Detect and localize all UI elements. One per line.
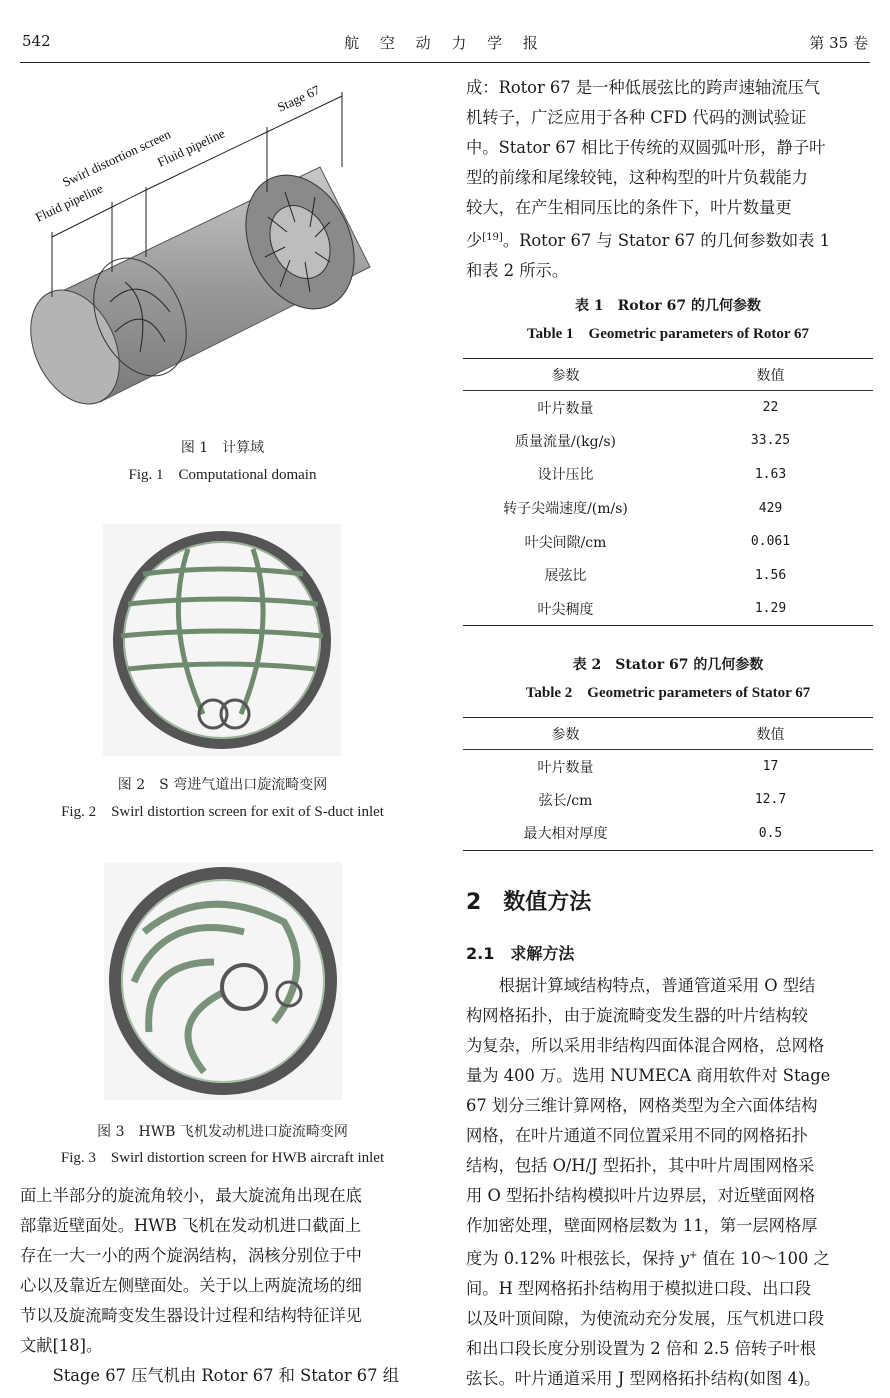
fig1-label-swirl: Swirl distortion screen bbox=[59, 126, 173, 190]
page-number: 542 bbox=[22, 32, 51, 50]
table2-caption-en: Table 2 Geometric parameters of Stator 67 bbox=[525, 685, 811, 701]
section-title: 2 数值方法 bbox=[466, 890, 592, 915]
table-row: 叶尖间隙/cm 0.061 bbox=[524, 534, 791, 551]
table-row: 叶片数量 22 bbox=[537, 400, 779, 417]
fig2-caption-en: Fig. 2 Swirl distortion screen for exit of S-duct inlet bbox=[61, 804, 384, 820]
table1 bbox=[463, 358, 873, 626]
table1-header-value: 数值 bbox=[668, 359, 873, 391]
fig3-caption-en: Fig. 3 Swirl distortion screen for HWB aircraft inlet bbox=[60, 1150, 385, 1166]
table2-header-param: 参数 bbox=[463, 718, 668, 750]
fig2-caption-cn: 图 2 S 弯进气道出口旋流畸变网 bbox=[117, 777, 328, 793]
fig1-label-fluid-right: Fluid pipeline bbox=[154, 125, 228, 170]
page-header bbox=[22, 28, 868, 58]
journal-name: 航 空 动 力 学 报 bbox=[344, 34, 546, 52]
fig3-caption-cn: 图 3 HWB 飞机发动机进口旋流畸变网 bbox=[97, 1124, 348, 1140]
right-body-paragraph-1: 成：Rotor 67 是一种低展弦比的跨声速轴流压气 机转子，广泛应用于各种 CFD 代码的测试验证 中。Stator 67 相比于传统的双圆弧叶形，静子叶 型的前缘和尾缘较钝，这种构型的叶片负载能力 较大，在产生相同压比的条件下，叶片数量更 少[19]。Rotor 67 与 Stator 67 的几何参数如表 1 和表 2 所示。 bbox=[466, 78, 830, 280]
fig3-swirl-screen-hwb bbox=[104, 862, 342, 1100]
table-row: 弦长/cm 12.7 bbox=[538, 792, 787, 809]
volume-label: 第 35 卷 bbox=[809, 34, 868, 52]
table-row: 转子尖端速度/(m/s) 429 bbox=[503, 500, 783, 518]
table-row: 叶片数量 17 bbox=[537, 759, 779, 776]
fig1-caption-en: Fig. 1 Computational domain bbox=[128, 467, 317, 483]
subsection-title: 2.1 求解方法 bbox=[466, 944, 575, 963]
table1-caption-en: Table 1 Geometric parameters of Rotor 67 bbox=[526, 326, 809, 342]
left-body-paragraph: 面上半部分的旋流角较小，最大旋流角出现在底 部靠近壁面处。HWB 飞机在发动机进口截面上 存在一大一小的两个旋涡结构，涡核分别位于中 心以及靠近左侧壁面处。关于以上两旋流场的细 节以及旋流畸变发生器设计过程和结构特征详见 文献[18]。 Stage 67 压气机由 Rotor 67 和 Stator 67 组 bbox=[20, 1186, 399, 1385]
table-row: 最大相对厚度 0.5 bbox=[523, 825, 783, 843]
right-body-paragraph-2: 根据计算域结构特点，普通管道采用 O 型结 构网格拓扑，由于旋流畸变发生器的叶片结构较 为复杂，所以采用非结构四面体混合网格，总网格 量为 400 万。选用 NUMECA 商用软件对 Stage 67 划分三维计算网格，网格类型为全六面体结构 网格，在叶片通道不同位置采用不同的网格拓扑 结构，包括 O/H/J 型拓扑，其中叶片周围网格采 用 O 型拓扑结构模拟叶片边界层，对近壁面网格 作加密处理，壁面网格层数为 11，第一层网格厚 度为 0.12% 叶根弦长，保持 y+ 值在 10～100 之 间。H 型网格拓扑结构用于模拟进口段、出口段 以及叶顶间隙，为使流动充分发展，压气机进口段 和出口段长度分别设置为 2 倍和 2.5 倍转子叶根 弦长。叶片通道采用 J 型网格拓扑结构(如图 4)。 bbox=[466, 976, 831, 1388]
fig1-label-stage: Stage 67 bbox=[274, 82, 323, 115]
fig1-caption-cn: 图 1 计算域 bbox=[180, 440, 265, 456]
table1-header-param: 参数 bbox=[463, 359, 668, 391]
table2-caption-cn: 表 2 Stator 67 的几何参数 bbox=[572, 657, 764, 673]
table2 bbox=[463, 717, 873, 851]
fig1-label-fluid-left: Fluid pipeline bbox=[32, 180, 106, 225]
fig1-computational-domain bbox=[30, 72, 415, 422]
header-rule bbox=[20, 62, 870, 63]
table-row: 展弦比 1.56 bbox=[544, 567, 787, 585]
table-row: 叶尖稠度 1.29 bbox=[537, 601, 787, 618]
table2-header-value: 数值 bbox=[668, 718, 873, 750]
table1-caption-cn: 表 1 Rotor 67 的几何参数 bbox=[575, 298, 761, 314]
fig2-swirl-screen-sduct bbox=[103, 524, 341, 756]
citation-19: [19] bbox=[482, 232, 503, 243]
table-row: 质量流量/(kg/s) 33.25 bbox=[515, 433, 791, 450]
table-row: 设计压比 1.63 bbox=[537, 466, 787, 484]
